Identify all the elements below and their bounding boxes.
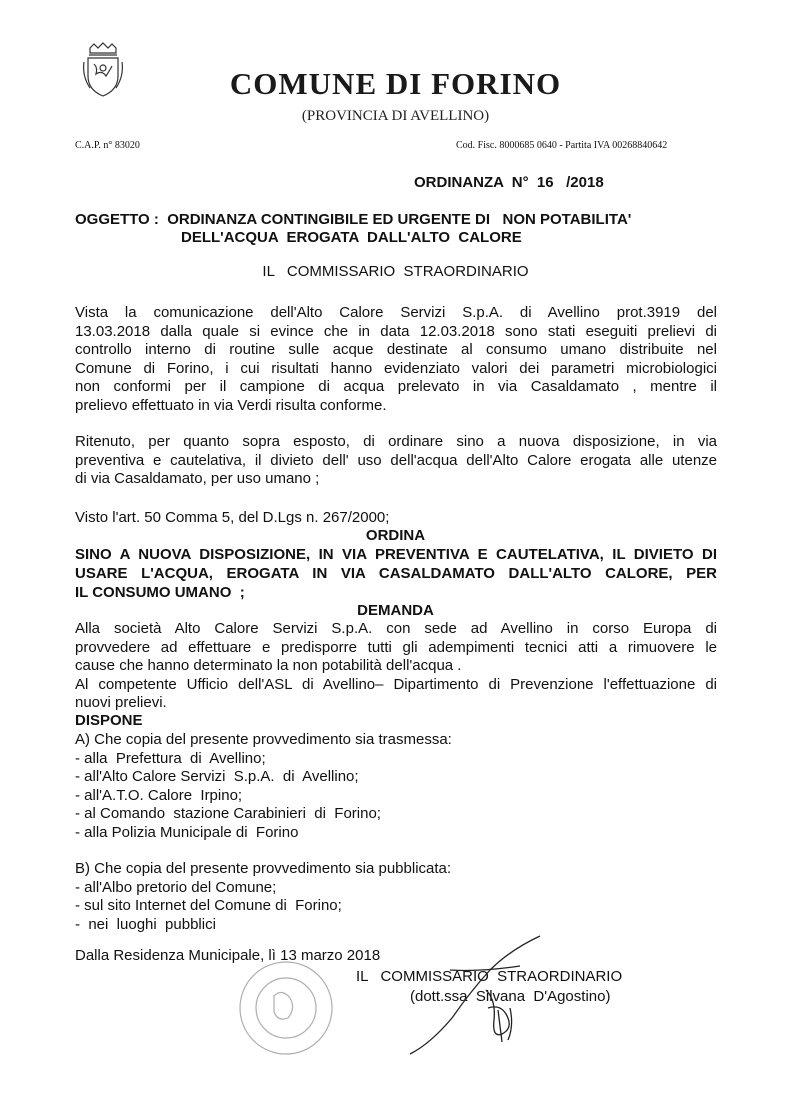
vista-paragraph bbox=[75, 304, 717, 415]
demanda-line: cause che hanno determinato la non potabilità dell'acqua . bbox=[75, 657, 462, 674]
demanda-text bbox=[75, 620, 717, 713]
signer-name: (dott.ssa Silvana D'Agostino) bbox=[410, 988, 611, 1005]
place-date: Dalla Residenza Municipale, lì 13 marzo 2018 bbox=[75, 947, 381, 964]
ritenuto-line: preventiva e cautelativa, il divieto dell' uso dell'acqua dell'Alto Calore erogata alle utenze bbox=[75, 451, 717, 469]
fiscal-code: Cod. Fisc. 8000685 0640 - Partita IVA 00268840642 bbox=[456, 140, 668, 151]
ordina-heading: ORDINA bbox=[365, 527, 426, 544]
commissioner-heading: IL COMMISSARIO STRAORDINARIO bbox=[262, 263, 529, 280]
vista-line: Vista la comunicazione dell'Alto Calore Servizi S.p.A. di Avellino prot.3919 del bbox=[75, 304, 717, 321]
list-item: - sul sito Internet del Comune di Forino; bbox=[75, 897, 342, 915]
dispone-heading: DISPONE bbox=[75, 712, 143, 729]
list-item: - all'A.T.O. Calore Irpino; bbox=[75, 786, 243, 804]
demanda-line: Al competente Ufficio dell'ASL di Avellino– Dipartimento di Prevenzione l'effettuazione di bbox=[75, 675, 717, 693]
province-subtitle: (PROVINCIA DI AVELLINO) bbox=[301, 108, 490, 124]
postal-code: C.A.P. n° 83020 bbox=[75, 140, 140, 151]
ritenuto-line: di via Casaldamato, per uso umano ; bbox=[75, 470, 320, 487]
ritenuto-paragraph bbox=[75, 433, 717, 489]
subject-line-2: DELL'ACQUA EROGATA DALL'ALTO CALORE bbox=[181, 229, 522, 246]
ordina-line: USARE L'ACQUA, EROGATA IN VIA CASALDAMATO DALL'ALTO CALORE, PER bbox=[75, 565, 717, 582]
official-stamp-icon bbox=[226, 948, 346, 1058]
section-b-title: B) Che copia del presente provvedimento sia pubblicata: bbox=[75, 860, 452, 877]
ordina-line: IL CONSUMO UMANO ; bbox=[75, 584, 245, 601]
list-item: - all'Alto Calore Servizi S.p.A. di Avellino; bbox=[75, 768, 359, 786]
list-item: - alla Polizia Municipale di Forino bbox=[75, 823, 299, 841]
ordinance-number: ORDINANZA N° 16 /2018 bbox=[414, 174, 604, 191]
ordina-text bbox=[75, 545, 717, 602]
subject-line-1: OGGETTO : ORDINANZA CONTINGIBILE ED URGENTE DI NON POTABILITA' bbox=[75, 211, 632, 228]
vista-line: Comune di Forino, i cui risultati hanno evidenziato valori dei parametri microbiologici bbox=[75, 359, 717, 377]
visto-line: Visto l'art. 50 Comma 5, del D.Lgs n. 267/2000; bbox=[75, 509, 390, 526]
vista-line: 13.03.2018 dalla quale si evince che in data 12.03.2018 sono stati eseguiti prelievi di bbox=[75, 322, 717, 340]
vista-line: prelievo effettuato in via Verdi risulta conforme. bbox=[75, 396, 387, 414]
page-title: COMUNE DI FORINO bbox=[229, 66, 562, 101]
list-item: - alla Prefettura di Avellino; bbox=[75, 749, 266, 767]
ordina-line: SINO A NUOVA DISPOSIZIONE, IN VIA PREVENTIVA E CAUTELATIVA, IL DIVIETO DI bbox=[75, 546, 717, 563]
list-item: - all'Albo pretorio del Comune; bbox=[75, 878, 277, 896]
signer-title: IL COMMISSARIO STRAORDINARIO bbox=[356, 968, 623, 985]
demanda-heading: DEMANDA bbox=[357, 602, 434, 619]
demanda-line: nuovi prelievi. bbox=[75, 694, 167, 711]
list-item: - al Comando stazione Carabinieri di Forino; bbox=[75, 805, 381, 823]
demanda-line: provvedere ad effettuare e predisporre tutti gli adempimenti tecnici atti a rimuovere le bbox=[75, 638, 717, 656]
demanda-line: Alla società Alto Calore Servizi S.p.A. con sede ad Avellino in corso Europa di bbox=[75, 620, 717, 637]
list-item: - nei luoghi pubblici bbox=[75, 915, 216, 933]
vista-line: controllo interno di routine sulle acque destinate al consumo umano distribuite nel bbox=[75, 341, 717, 358]
handwritten-signature bbox=[390, 930, 560, 1060]
section-a-list bbox=[75, 731, 452, 843]
ritenuto-line: Ritenuto, per quanto sopra esposto, di ordinare sino a nuova disposizione, in via bbox=[75, 433, 717, 450]
section-b-list bbox=[75, 860, 451, 934]
section-a-title: A) Che copia del presente provvedimento sia trasmessa: bbox=[75, 731, 452, 748]
vista-line: non conformi per il campione di acqua prelevato in via Casaldamato , mentre il bbox=[75, 378, 717, 395]
